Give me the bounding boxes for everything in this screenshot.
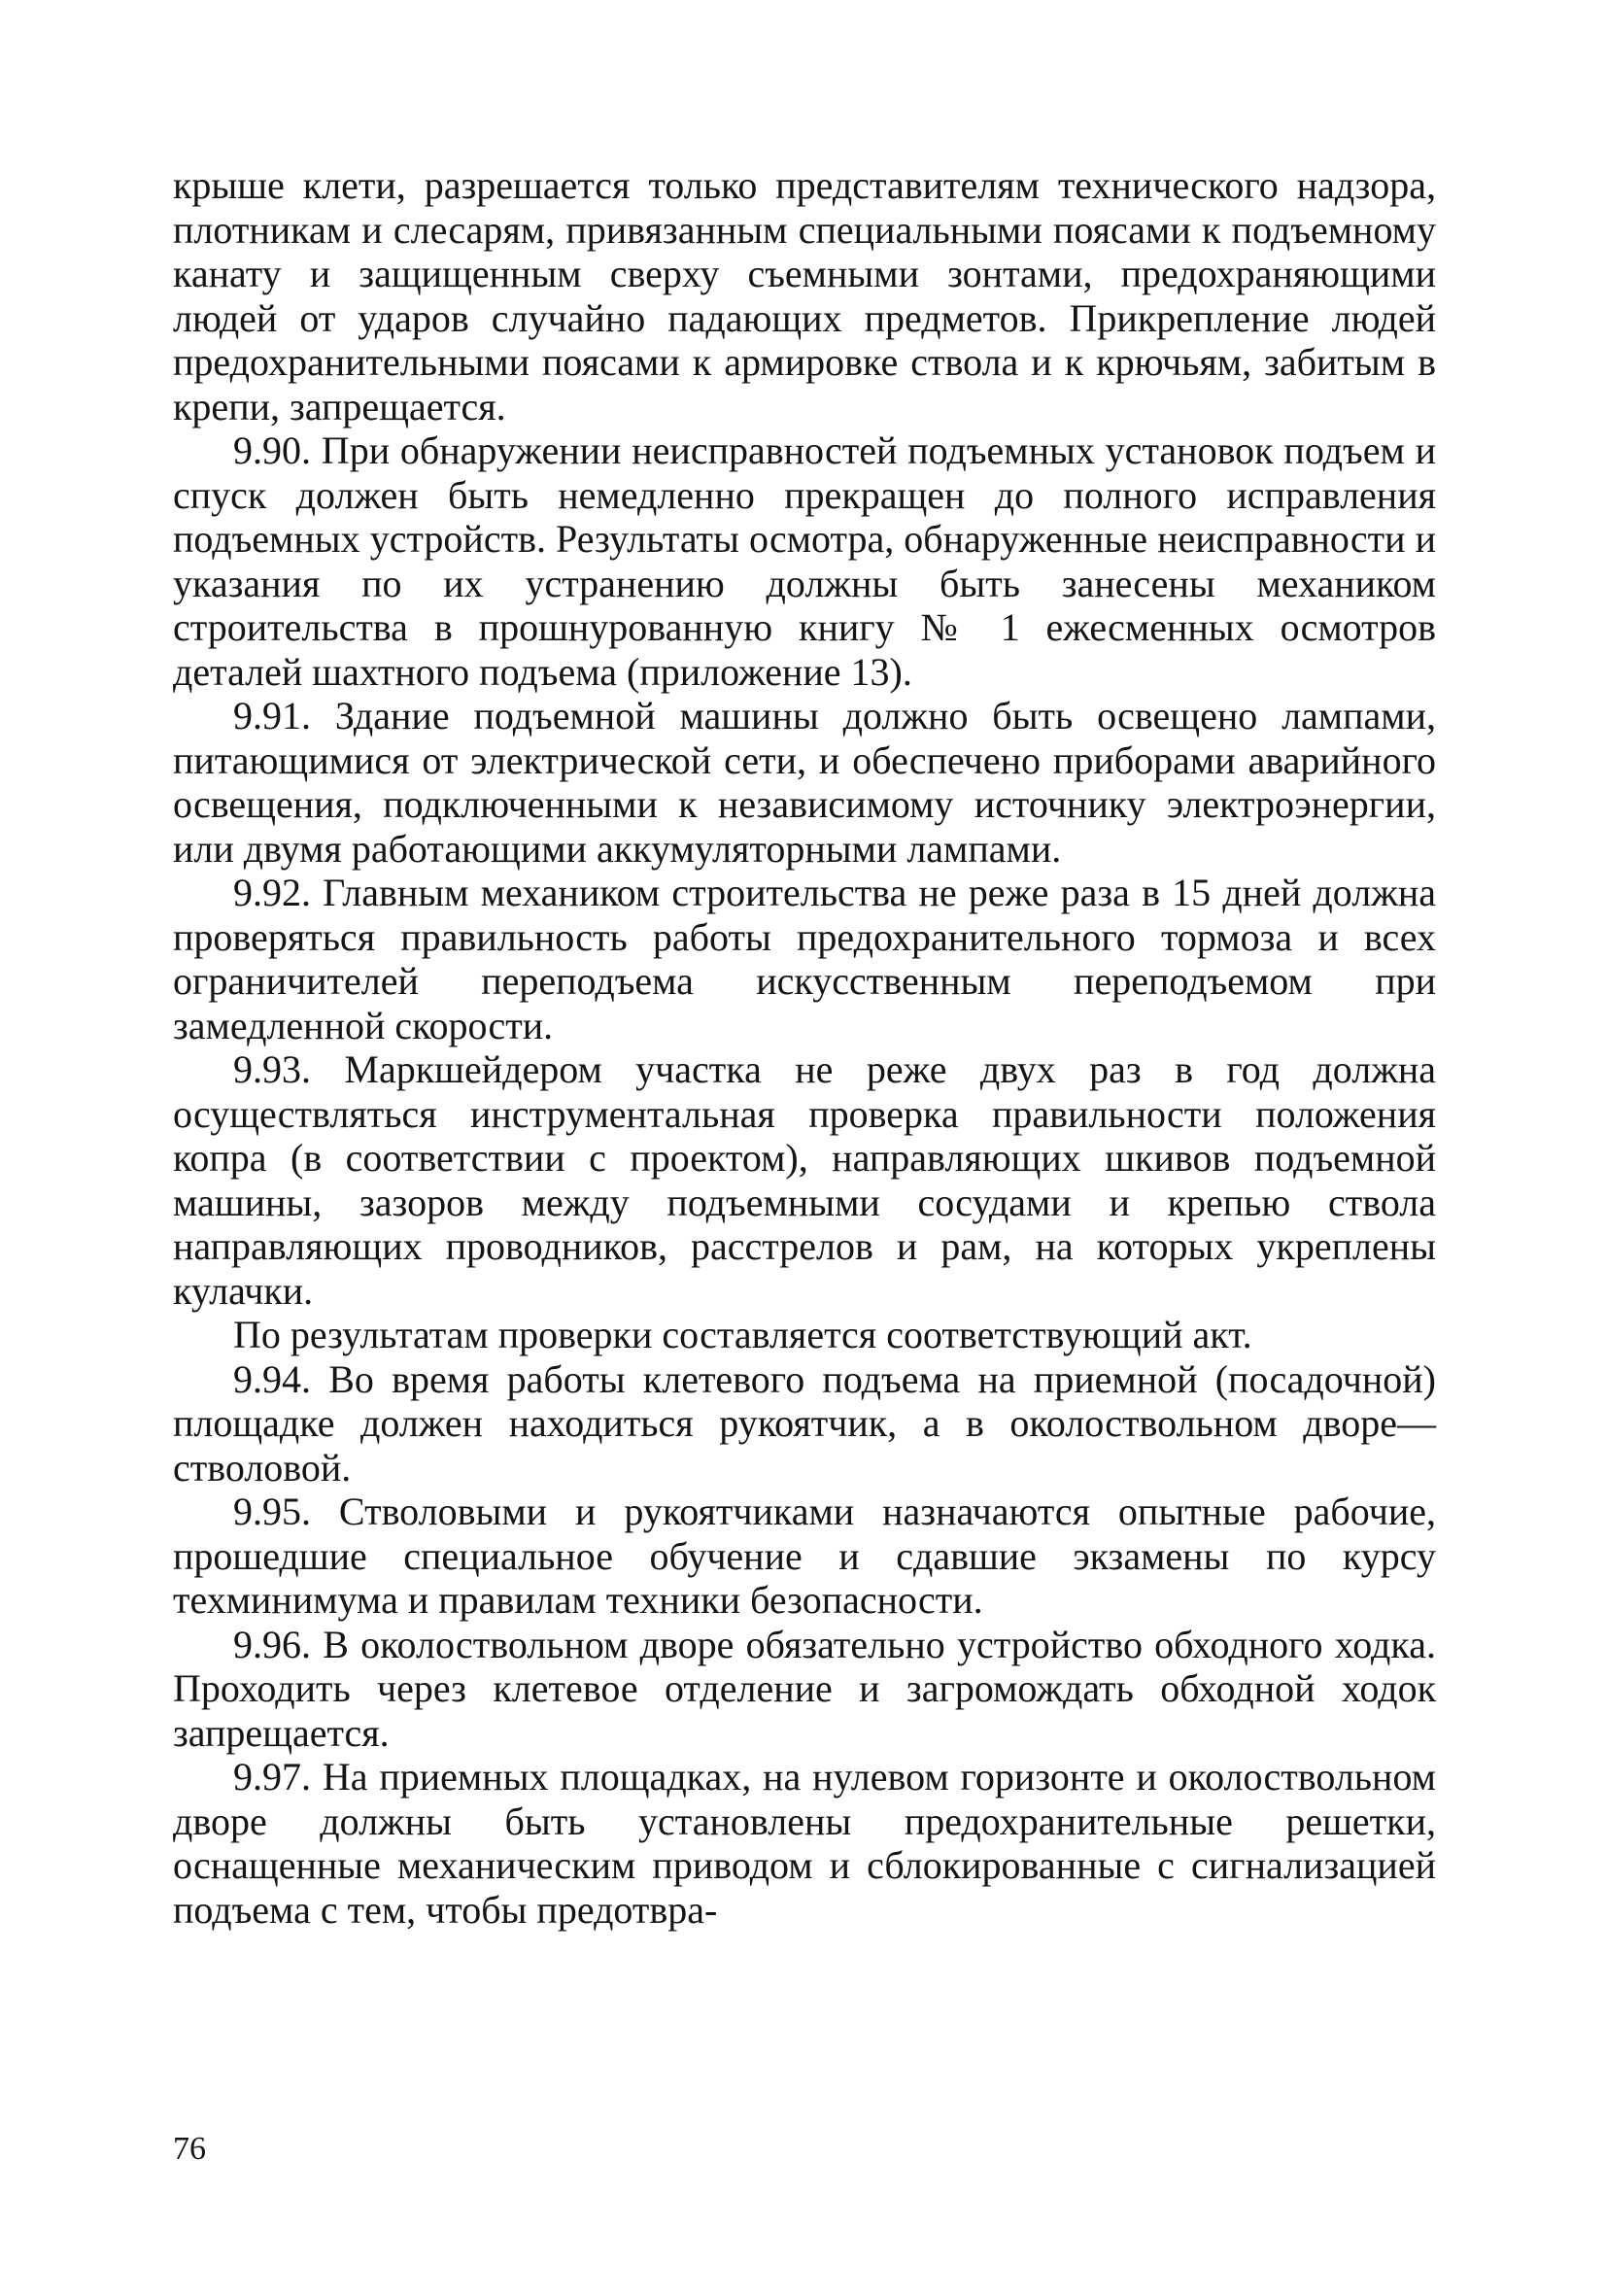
paragraph-9-93-act: По результатам проверки составляется соответствующий акт. <box>233 1313 1252 1356</box>
paragraph-9-97: 9.97. На приемных площадках, на нулевом горизонте и околоствольном дворе должны быть установлены предохранительные решетки, оснащенные механическим приводом и сблокированные с сигнализацией подъема с тем, чтобы предотвра- <box>173 1755 1436 1932</box>
paragraph-9-96: 9.96. В околоствольном дворе обязательно устройство обходного ходка. Проходить через клетевое отделение и загромождать обходной ходок запрещается. <box>173 1622 1436 1755</box>
paragraph-9-92: 9.92. Главным механиком строительства не реже раза в 15 дней должна проверяться правильность работы предохранительного тормоза и всех ограничителей переподъема искусственным переподъемом при замедленной скорости. <box>173 871 1436 1047</box>
paragraph-9-95: 9.95. Стволовыми и рукоятчиками назначаются опытные рабочие, прошедшие специальное обучение и сдавшие экзамены по курсу техминимума и правилам техники безопасности. <box>173 1490 1436 1622</box>
paragraph-9-93: 9.93. Маркшейдером участка не реже двух раз в год должна осуществляться инструментальная проверка правильности положения копра (в соответствии с проектом), направляющих шкивов подъемной машины, зазоров между подъемными сосудами и крепью ствола направляющих проводников, расстрелов и рам, на которых укреплены кулачки. <box>173 1047 1436 1313</box>
body-text <box>173 163 1436 1932</box>
paragraph-9-94: 9.94. Во время работы клетевого подъема на приемной (посадочной) площадке должен находиться рукоятчик, а в околоствольном дворе—стволовой. <box>173 1356 1436 1490</box>
paragraph-continuation: крыше клети, разрешается только представителям технического надзора, плотникам и слесарям, привязанным специальными поясами к подъемному канату и защищенным сверху съемными зонтами, предохраняющими людей от ударов случайно падающих предметов. Прикрепление людей предохранительными поясами к армировке ствола и к крючьям, забитым в крепи, запрещается. <box>173 163 1436 428</box>
page-number: 76 <box>173 2131 206 2167</box>
paragraph-9-91: 9.91. Здание подъемной машины должно быть освещено лампами, питающимися от электрической сети, и обеспечено приборами аварийного освещения, подключенными к независимому источнику электроэнергии, или двумя работающими аккумуляторными лампами. <box>173 694 1436 871</box>
paragraph-9-90: 9.90. При обнаружении неисправностей подъемных установок подъем и спуск должен быть немедленно прекращен до полного исправления подъемных устройств. Результаты осмотра, обнаруженные неисправности и указания по их устранению должны быть занесены механиком строительства в прошнурованную книгу № 1 ежесменных осмотров деталей шахтного подъема (приложение 13). <box>173 428 1436 694</box>
